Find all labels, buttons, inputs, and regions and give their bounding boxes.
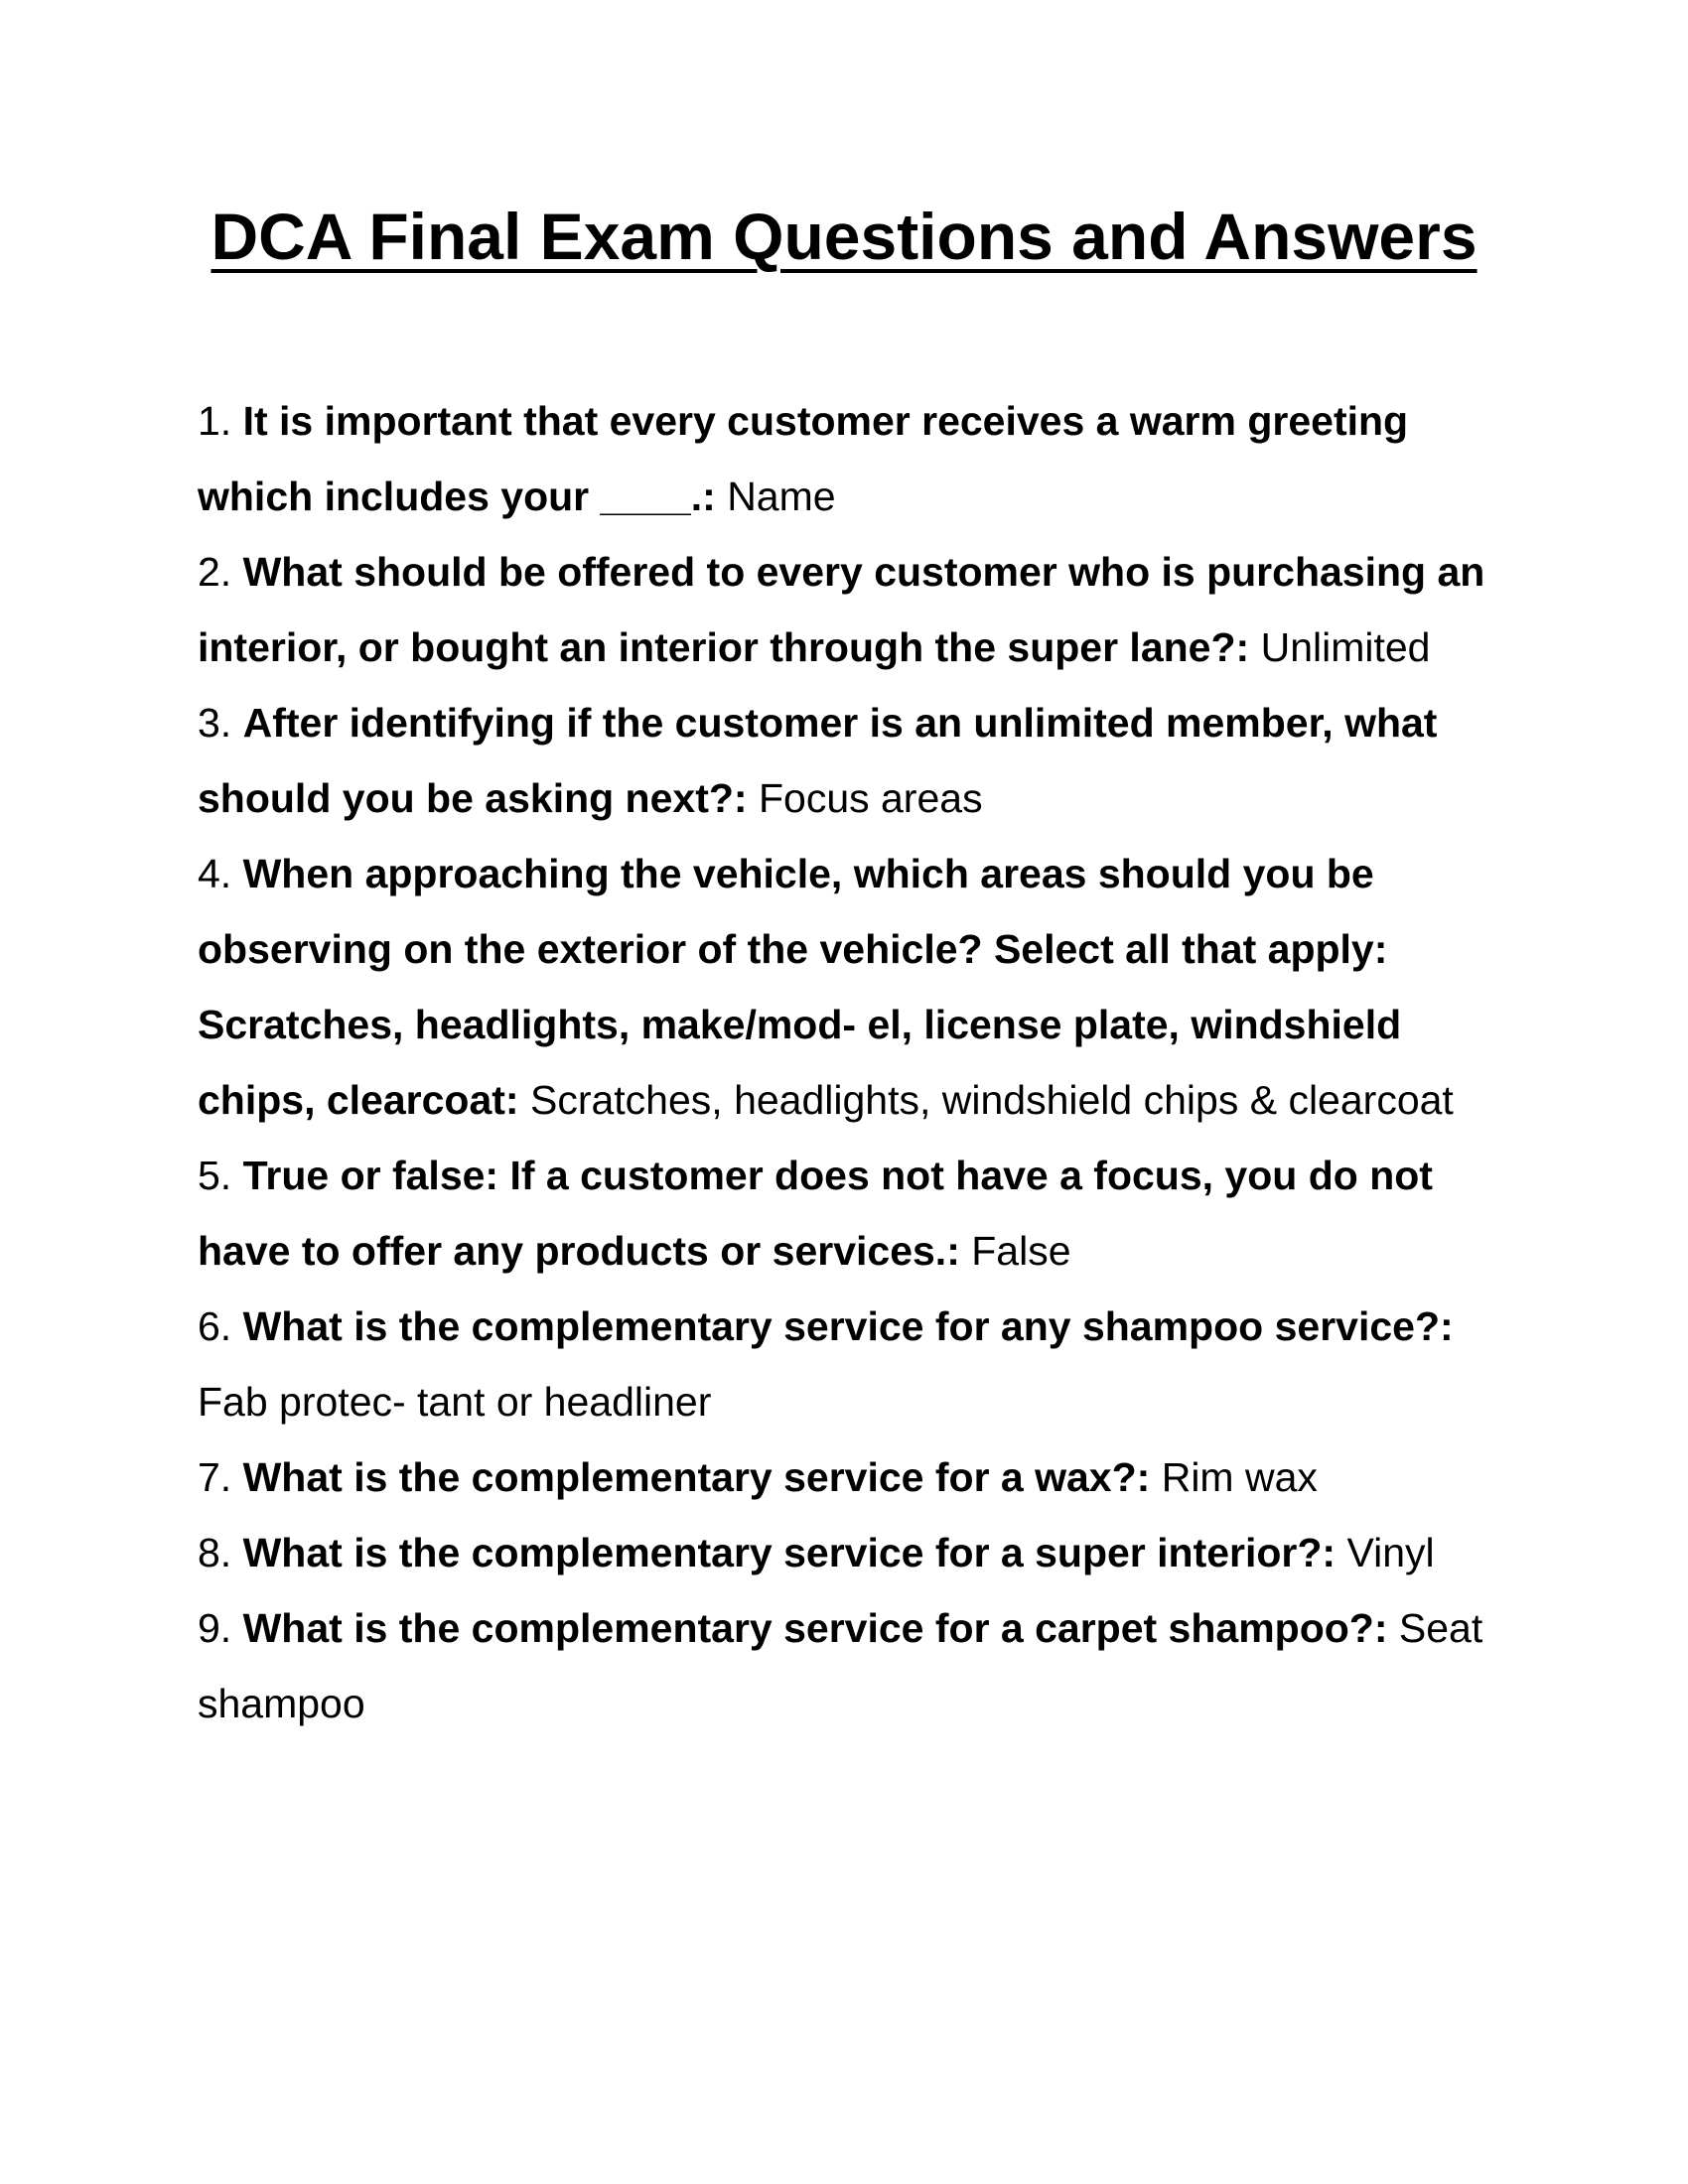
question-item [198, 836, 1488, 1138]
question-number: 7. [198, 1454, 232, 1500]
answer-text: Scratches, headlights, windshield chips & clearcoat [529, 1077, 1454, 1123]
answer-text: Unlimited [1260, 624, 1431, 670]
question-number: 9. [198, 1605, 232, 1651]
question-item [198, 1515, 1488, 1590]
question-item [198, 1289, 1488, 1439]
answer-text: Vinyl [1346, 1530, 1435, 1575]
question-item [198, 1439, 1488, 1515]
question-text: True or false: If a customer does not have a focus, you do not have to offer any products or services.: [198, 1153, 1433, 1274]
question-item [198, 383, 1488, 534]
page-title: DCA Final Exam Questions and Answers [211, 200, 1477, 273]
question-text: What is the complementary service for a wax?: [242, 1454, 1151, 1500]
answer-text: Name [727, 474, 836, 519]
question-number: 3. [198, 700, 232, 746]
answer-text: Fab protec- tant or headliner [198, 1379, 712, 1425]
question-number: 5. [198, 1153, 232, 1198]
answer-text: False [971, 1228, 1071, 1274]
question-text: What is the complementary service for a carpet shampoo?: [242, 1605, 1388, 1651]
question-number: 2. [198, 549, 232, 595]
question-text: It is important that every customer receives a warm greeting which includes your ____.: [198, 398, 1409, 519]
question-text: What is the complementary service for a super interior?: [242, 1530, 1336, 1575]
answer-text: Seat shampoo [198, 1605, 1483, 1726]
question-text: After identifying if the customer is an unlimited member, what should you be asking next?: [198, 700, 1438, 821]
question-item [198, 1590, 1488, 1741]
question-number: 8. [198, 1530, 232, 1575]
question-number: 6. [198, 1303, 232, 1349]
question-item [198, 1138, 1488, 1289]
question-number: 4. [198, 851, 232, 896]
question-text: When approaching the vehicle, which areas should you be observing on the exterior of the vehicle? Select all that apply: Scratches, headlights, make/mod- el, license plate, windshield chips, clearcoat: [198, 851, 1402, 1123]
question-item [198, 534, 1488, 685]
question-list [198, 383, 1488, 1741]
answer-text: Focus areas [758, 775, 983, 821]
question-number: 1. [198, 398, 232, 444]
question-text: What should be offered to every customer who is purchasing an interior, or bought an interior through the super lane?: [198, 549, 1485, 670]
question-item [198, 685, 1488, 836]
answer-text: Rim wax [1161, 1454, 1318, 1500]
question-text: What is the complementary service for any shampoo service?: [242, 1303, 1454, 1349]
